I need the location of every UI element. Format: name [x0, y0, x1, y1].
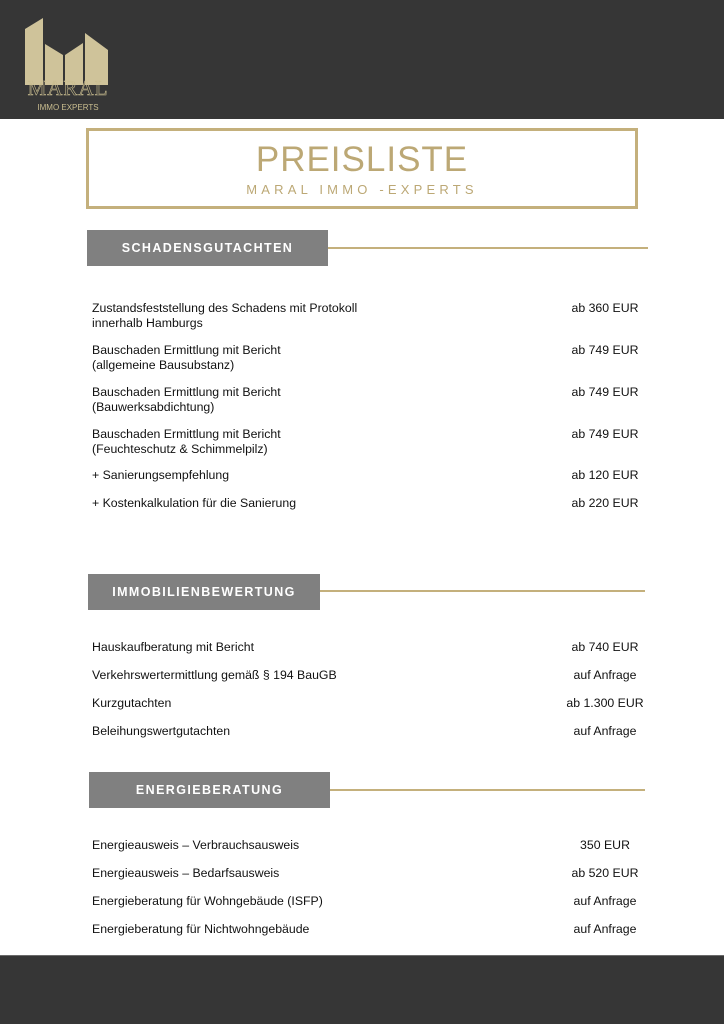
section-divider	[328, 247, 648, 249]
price-item-label: Verkehrswertermittlung gemäß § 194 BauGB	[92, 668, 337, 682]
section-divider	[330, 789, 645, 791]
title-frame	[86, 128, 638, 209]
item-label-line1: Zustandsfeststellung des Schadens mit Protokoll	[92, 301, 358, 315]
price-item-value: ab 740 EUR	[571, 640, 639, 654]
price-item-label: Kurzgutachten	[92, 696, 172, 710]
price-item-value: auf Anfrage	[573, 724, 637, 738]
section-divider	[320, 590, 645, 592]
price-item-value: ab 749 EUR	[571, 427, 639, 441]
company-logo	[22, 15, 114, 115]
price-item-value: ab 1.300 EUR	[566, 696, 644, 710]
item-label-line2: (allgemeine Bausubstanz)	[92, 358, 235, 372]
price-item-value: ab 749 EUR	[571, 343, 639, 357]
item-label-line1: Bauschaden Ermittlung mit Bericht	[92, 385, 281, 399]
page-title: PREISLISTE	[255, 140, 469, 179]
price-item-label: Energieausweis – Bedarfsausweis	[92, 866, 280, 880]
price-item-value: 350 EUR	[580, 838, 630, 852]
item-label-line1: Bauschaden Ermittlung mit Bericht	[92, 343, 281, 357]
price-item-label: + Kostenkalkulation für die Sanierung	[92, 496, 297, 510]
price-item-label: Hauskaufberatung mit Bericht	[92, 640, 254, 654]
section-header-immobilienbewertung: IMMOBILIENBEWERTUNG	[88, 574, 320, 610]
price-item-value: auf Anfrage	[573, 668, 637, 682]
price-item-label	[92, 427, 512, 457]
item-label-line2: innerhalb Hamburgs	[92, 316, 203, 330]
price-item-label	[92, 301, 512, 331]
item-label-line2: (Feuchteschutz & Schimmelpilz)	[92, 442, 268, 456]
item-label-line2: (Bauwerksabdichtung)	[92, 400, 215, 414]
price-item-label: Energieausweis – Verbrauchsausweis	[92, 838, 300, 852]
price-item-value: ab 360 EUR	[571, 301, 639, 315]
logo-tagline: IMMO EXPERTS	[37, 103, 99, 112]
price-item-label: + Sanierungsempfehlung	[92, 468, 230, 482]
price-item-label	[92, 343, 512, 373]
price-item-value: ab 749 EUR	[571, 385, 639, 399]
page-header	[0, 0, 724, 119]
logo-wordmark: MARAL	[27, 76, 109, 100]
page-subtitle: MARAL IMMO -EXPERTS	[246, 182, 478, 197]
price-item-label	[92, 385, 512, 415]
price-item-value: auf Anfrage	[573, 894, 637, 908]
item-label-line1: Bauschaden Ermittlung mit Bericht	[92, 427, 281, 441]
price-item-value: ab 220 EUR	[571, 496, 639, 510]
section-header-schadensgutachten: SCHADENSGUTACHTEN	[87, 230, 328, 266]
price-item-label: Energieberatung für Wohngebäude (ISFP)	[92, 894, 323, 908]
price-item-value: ab 520 EUR	[571, 866, 639, 880]
page-footer	[0, 955, 724, 1024]
price-item-value: auf Anfrage	[573, 922, 637, 936]
price-item-label: Energieberatung für Nichtwohngebäude	[92, 922, 310, 936]
section-header-energieberatung: ENERGIEBERATUNG	[89, 772, 330, 808]
price-item-label: Beleihungswertgutachten	[92, 724, 231, 738]
price-item-value: ab 120 EUR	[571, 468, 639, 482]
